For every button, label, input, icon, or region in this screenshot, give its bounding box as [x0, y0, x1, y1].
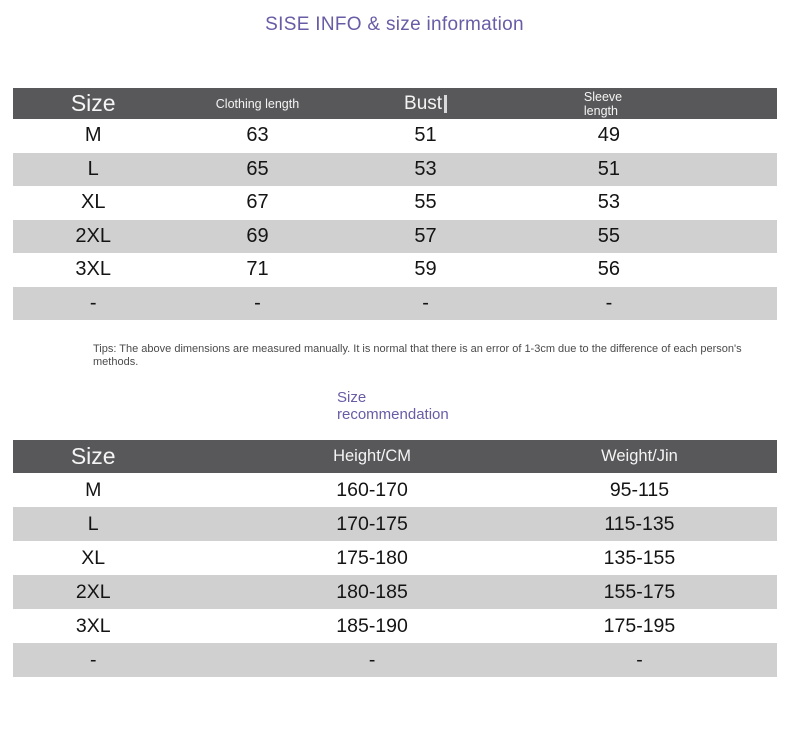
column-header-sleeve-length [510, 90, 709, 118]
column-header-size: Size [70, 443, 116, 469]
table-cell: - [605, 291, 613, 314]
table-cell: 59 [414, 258, 437, 281]
table-row [13, 287, 777, 321]
table-cell: 3XL [75, 614, 111, 637]
table-row [13, 609, 777, 643]
table-cell: L [87, 512, 99, 535]
column-header-bust-label: Bust [404, 92, 443, 114]
table-cell: 2XL [75, 224, 112, 247]
column-header-height: Height/CM [333, 447, 412, 465]
table-cell: 170-175 [336, 512, 408, 535]
table-cell: 63 [246, 124, 269, 147]
table-cell: M [85, 478, 102, 501]
table-row [13, 153, 777, 187]
table-cell: - [422, 291, 429, 314]
table-row [13, 119, 777, 153]
table-cell: 67 [246, 191, 269, 214]
table-cell: 51 [597, 157, 621, 180]
table-cell: - [89, 291, 97, 314]
table-row [13, 253, 777, 287]
table-cell: XL [80, 191, 106, 214]
page-title: SISE INFO & size information [265, 14, 524, 35]
table-cell: 175-180 [336, 546, 408, 569]
table-cell: 2XL [75, 580, 111, 603]
table-cell: XL [81, 546, 106, 569]
column-header-clothing-length: Clothing length [215, 96, 300, 111]
column-header-weight: Weight/Jin [601, 447, 678, 465]
size-table [13, 88, 777, 320]
table-cell: 55 [414, 191, 437, 214]
table-cell: 51 [414, 124, 437, 147]
table-row [13, 473, 777, 507]
table-cell: 185-190 [336, 614, 408, 637]
table-row [13, 541, 777, 575]
table-cell: - [254, 291, 261, 314]
table-cell: 69 [246, 224, 269, 247]
table-cell: 135-155 [603, 546, 676, 569]
table-cell: 155-175 [603, 580, 676, 603]
table-cell: 55 [597, 224, 621, 247]
recommendation-title: Size recommendation [337, 389, 449, 423]
column-header-bust [342, 93, 510, 115]
table-cell: M [84, 124, 102, 147]
table-row [13, 220, 777, 254]
text-cursor [444, 95, 447, 113]
table-cell: 160-170 [336, 478, 408, 501]
recommendation-table-header-row [13, 440, 777, 473]
table-row [13, 507, 777, 541]
table-cell: 49 [597, 124, 621, 147]
table-row [13, 186, 777, 220]
table-row [13, 643, 777, 677]
table-cell: - [636, 648, 643, 671]
table-cell: 53 [597, 191, 621, 214]
table-cell: 53 [414, 157, 437, 180]
table-cell: 175-195 [603, 614, 676, 637]
table-row [13, 575, 777, 609]
table-cell: 3XL [75, 258, 112, 281]
recommendation-table [13, 440, 777, 677]
column-header-sleeve-length-label: Sleeve length [583, 89, 623, 118]
table-cell: 115-135 [604, 512, 675, 535]
table-cell: 65 [246, 157, 269, 180]
table-cell: - [89, 648, 97, 671]
table-cell: 180-185 [336, 580, 408, 603]
tips-note: Tips: The above dimensions are measured manually. It is normal that there is an error of 1-3cm due to the difference of each person's methods. [93, 343, 742, 368]
table-cell: - [368, 648, 376, 671]
table-cell: 71 [246, 258, 269, 281]
table-cell: 57 [414, 224, 437, 247]
column-header-size: Size [70, 90, 116, 116]
size-table-header-row [13, 88, 777, 119]
table-cell: 95-115 [609, 478, 670, 501]
table-cell: 56 [597, 258, 621, 281]
table-cell: L [87, 157, 99, 180]
